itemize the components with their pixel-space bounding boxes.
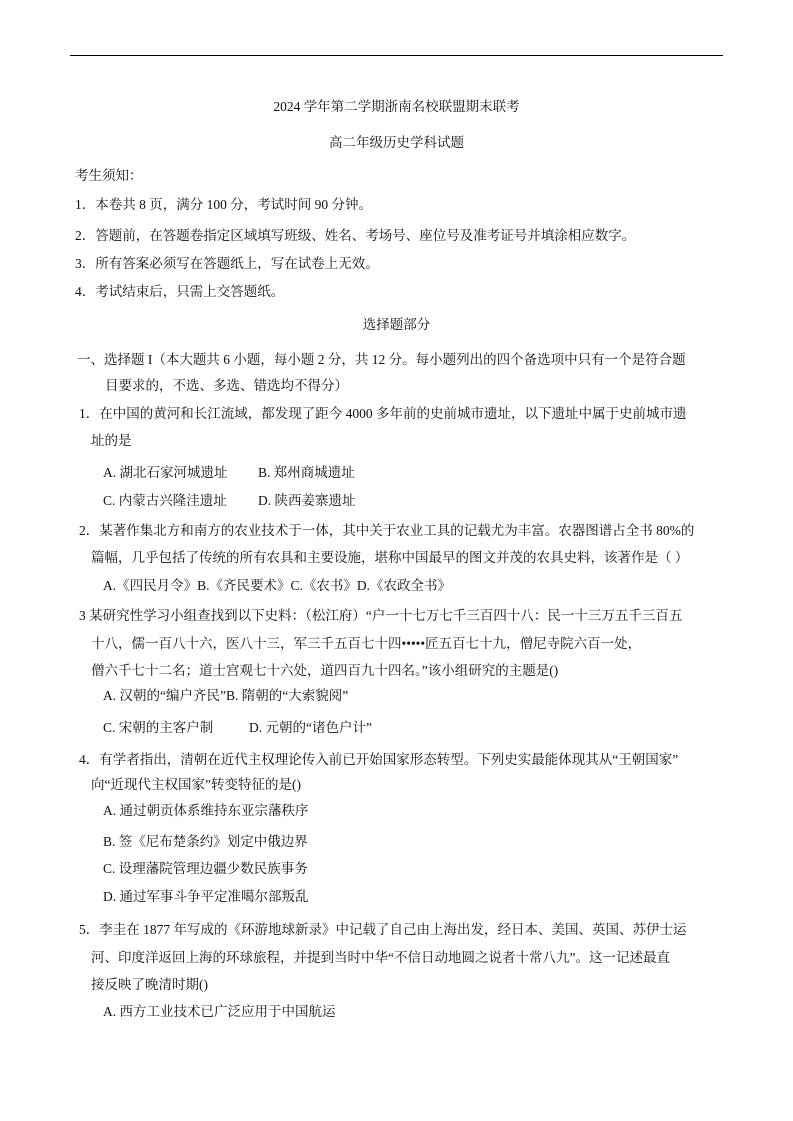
option-b: B.《齐民要术》: [197, 578, 291, 593]
question-stem: 址的是: [91, 433, 132, 448]
option-d: D. 通过军事斗争平定准噶尔部叛乱: [103, 889, 309, 904]
notice-item: 1．本卷共 8 页，满分 100 分，考试时间 90 分钟。: [75, 197, 372, 212]
exam-title: 2024 学年第二学期浙南名校联盟期末联考: [273, 99, 520, 114]
notice-heading: 考生须知：: [75, 168, 143, 183]
notice-item: 2．答题前，在答题卷指定区域填写班级、姓名、考场号、座位号及准考证号并填涂相应数字。: [75, 228, 636, 243]
question-stem: 接反映了晚清时期(): [91, 977, 208, 992]
option-row: [103, 687, 348, 705]
exam-subtitle: 高二年级历史学科试题: [329, 135, 464, 150]
option-a: A. 通过朝贡体系维持东亚宗藩秩序: [103, 803, 309, 818]
question-stem: 3 某研究性学习小组查找到以下史料：（松江府）“户一十七万七千三百四十八：民一十三万五千三百五: [79, 608, 683, 623]
notice-item: 4．考试结束后，只需上交答题纸。: [75, 284, 285, 299]
question-stem: 4．有学者指出，清朝在近代主权理论传入前已开始国家形态转型。下列史实最能体现其从“王朝国家”: [79, 752, 679, 767]
question-stem: 僧六千七十二名；道士宫观七十六处，道四百九十四名。”该小组研究的主题是(): [91, 663, 559, 678]
option-a: A. 西方工业技术已广泛应用于中国航运: [103, 1004, 336, 1019]
question-stem: 十八，儒一百八十六，医八十三，军三千五百七十四•••••匠五百七十九，僧尼寺院六百一处，: [91, 636, 642, 651]
part-instructions: 一、选择题 I（本大题共 6 小题，每小题 2 分，共 12 分。每小题列出的四个备选项中只有一个是符合题: [77, 352, 686, 367]
header-rule: [70, 55, 723, 56]
option-d: D.《农政全书》: [356, 578, 452, 593]
notice-item: 3．所有答案必须写在答题纸上，写在试卷上无效。: [75, 256, 379, 271]
question-stem: 1．在中国的黄河和长江流域，都发现了距今 4000 多年前的史前城市遗址，以下遗址中属于史前城市遗: [79, 406, 687, 421]
part-instructions: 目要求的，不选、多选、错选均不得分）: [105, 378, 348, 393]
question-stem: 河、印度洋返回上海的环球旅程，并提到当时中华“不信日动地圆之说者十常八九”。这一记述最直: [91, 950, 670, 965]
question-stem: 2．某著作集北方和南方的农业技术于一体，其中关于农业工具的记载尤为丰富。农器图谱占全书 80%的: [79, 523, 695, 538]
question-stem: 向“近现代主权国家”转变特征的是(): [91, 777, 301, 792]
option-d: D. 元朝的“诸色户计”: [249, 720, 372, 735]
option-c: C. 宋朝的主客户制: [103, 720, 214, 735]
option-b: B. 签《尼布楚条约》划定中俄边界: [103, 834, 308, 849]
option-a: A.《四民月令》: [103, 578, 198, 593]
option-c: C. 设理藩院管理边疆少数民族事务: [103, 861, 308, 876]
option-b: B. 郑州商城遗址: [258, 465, 355, 480]
option-a: A. 汉朝的“编户齐民”: [103, 688, 226, 703]
question-stem: 5．李圭在 1877 年写成的《环游地球新录》中记载了自己由上海出发，经日本、美国、英国、苏伊士运: [79, 922, 687, 937]
section-title: 选择题部分: [362, 317, 431, 332]
question-stem: 篇幅，几乎包括了传统的所有农具和主要设施，堪称中国最早的图文并茂的农具史料，该著作是（ ）: [91, 550, 689, 565]
option-d: D. 陕西姜寨遗址: [258, 493, 356, 508]
option-c: C. 内蒙古兴隆洼遗址: [103, 493, 227, 508]
option-b: B. 隋朝的“大索貌阅”: [225, 688, 349, 703]
option-row: [103, 577, 451, 595]
option-c: C.《农书》: [290, 578, 357, 593]
option-a: A. 湖北石家河城遗址: [103, 465, 228, 480]
